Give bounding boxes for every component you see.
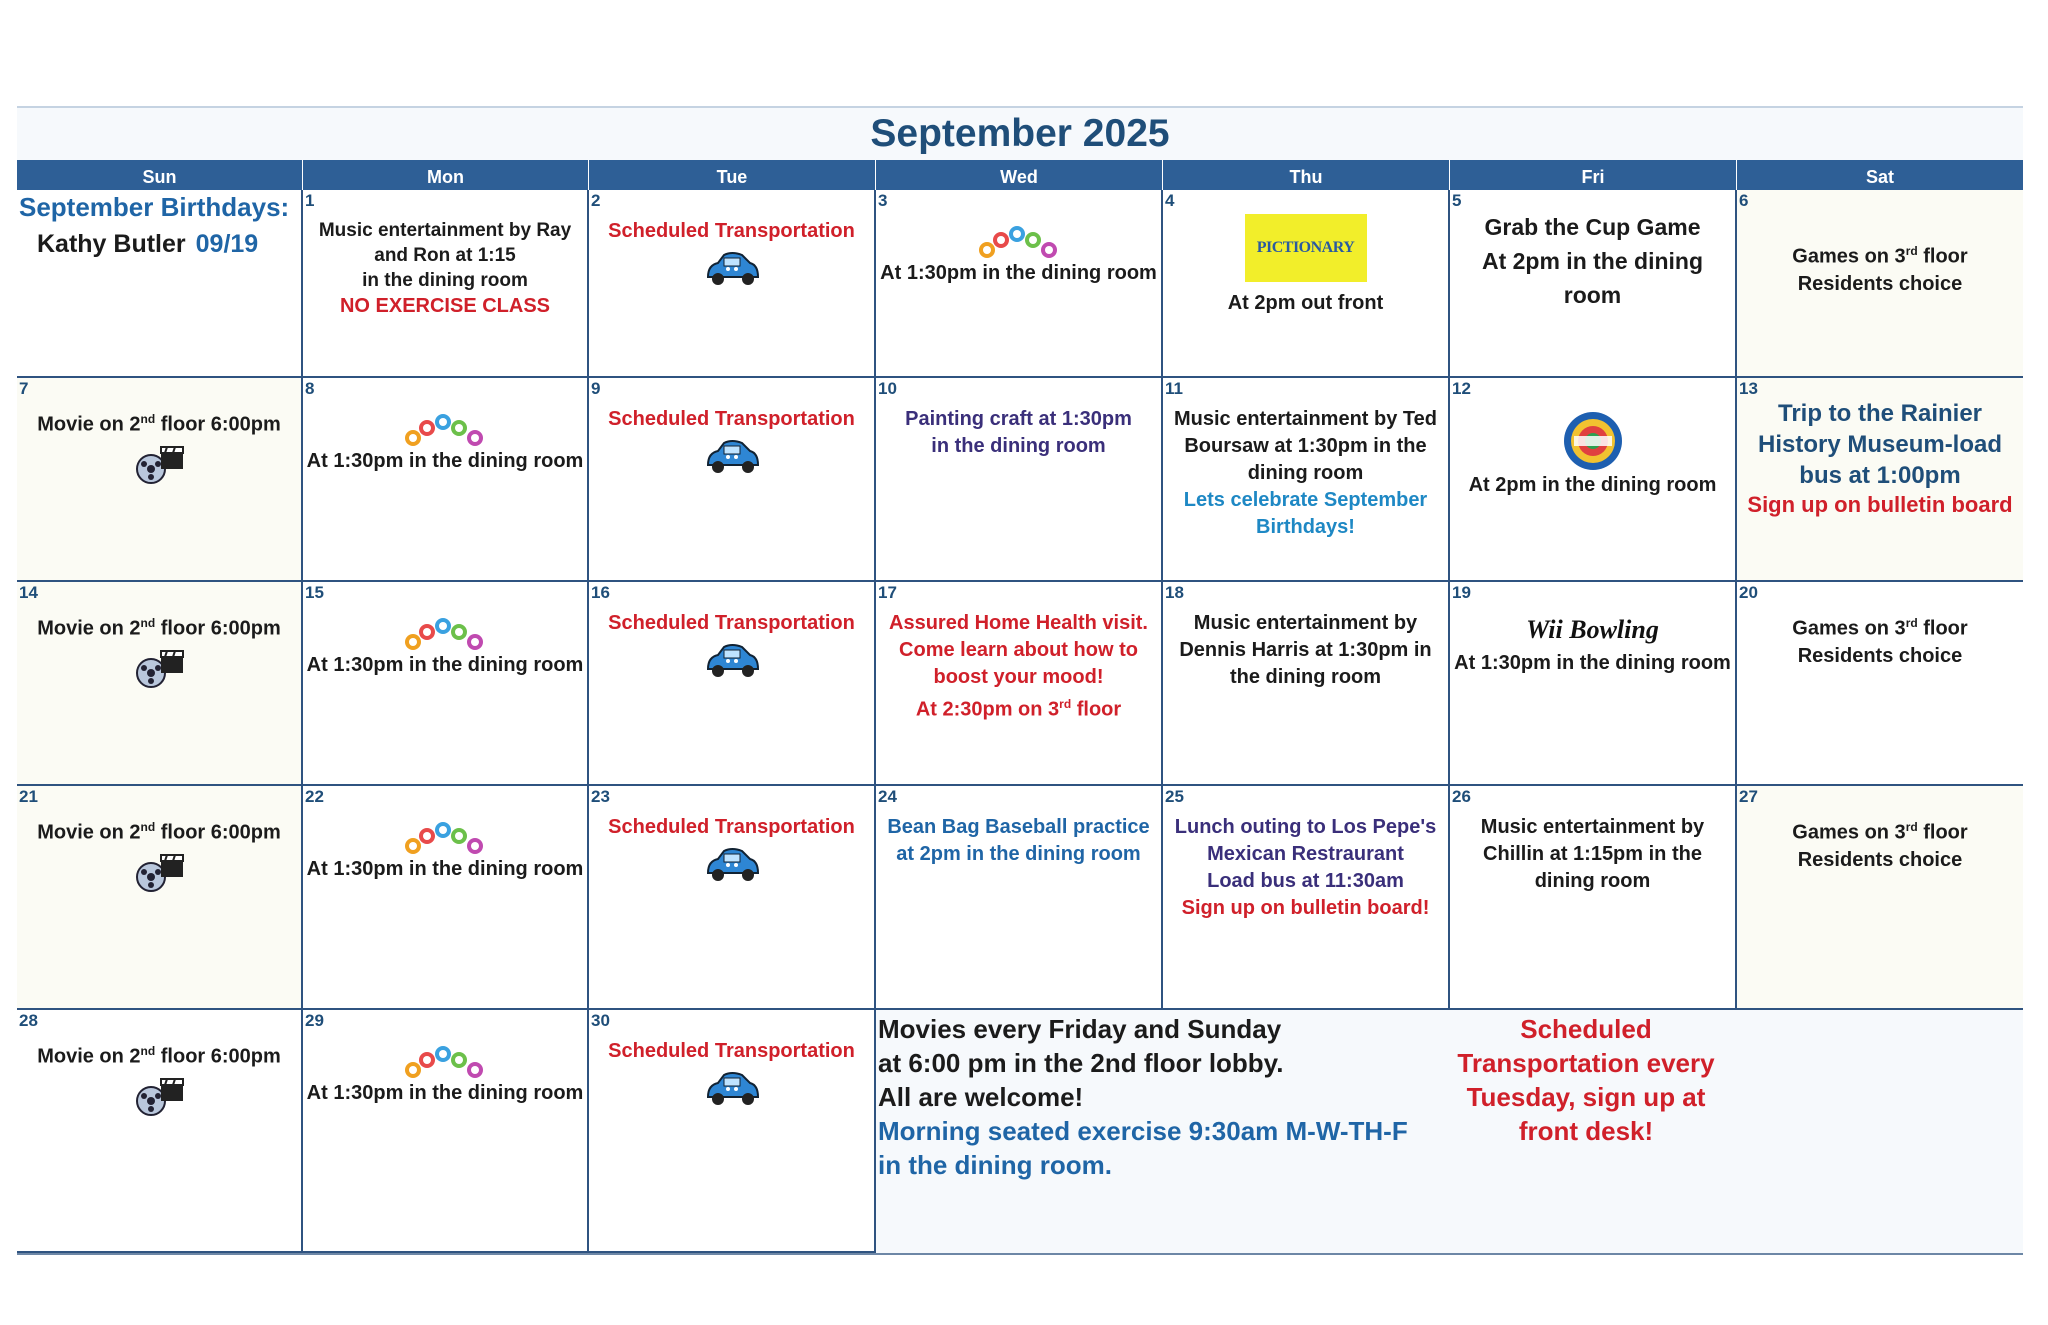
birthday-date: 09/19 xyxy=(195,230,259,258)
day-cell-19 xyxy=(1450,582,1737,786)
event-text: Sign up on bulletin board! xyxy=(1181,897,1430,919)
day-cell-10 xyxy=(876,378,1163,582)
event-text: Music entertainment by Ray and Ron at 1:15 xyxy=(318,220,572,266)
day-number: 17 xyxy=(878,583,897,602)
day-number: 30 xyxy=(591,1011,610,1030)
event-text: Come learn about how to boost your mood! xyxy=(899,639,1138,688)
event-text: Games on 3rd floor xyxy=(1792,820,1968,844)
day-number: 2 xyxy=(591,191,601,210)
event-text: At 1:30pm in the dining room xyxy=(880,262,1157,284)
event-text: Residents choice xyxy=(1797,644,1963,667)
day-cell-3 xyxy=(876,190,1163,378)
day-cell-11 xyxy=(1163,378,1450,582)
event-text: At 1:30pm in the dining room xyxy=(306,858,584,880)
blue-car-icon xyxy=(702,845,762,885)
day-cell-24 xyxy=(876,786,1163,1010)
day-cell-9 xyxy=(589,378,876,582)
event-text: Bean Bag Baseball practice at 2pm in the dining room xyxy=(887,816,1150,865)
notes-line: All are welcome! xyxy=(878,1082,1084,1112)
event-text: Music entertainment by Dennis Harris at 1:30pm in the dining room xyxy=(1179,612,1432,688)
weekday-tue: Tue xyxy=(589,160,876,194)
notes-panel xyxy=(876,1010,2023,1253)
pictionary-wordmark: PICTIONARY xyxy=(1256,239,1355,256)
day-cell-4 xyxy=(1163,190,1450,378)
day-cell-20 xyxy=(1737,582,2023,786)
event-text: Scheduled Transportation xyxy=(608,816,855,838)
day-cell-12 xyxy=(1450,378,1737,582)
weekday-wed: Wed xyxy=(876,160,1163,194)
event-text: Games on 3rd floor xyxy=(1792,616,1968,640)
film-reel-clapperboard-icon xyxy=(131,443,187,487)
blue-car-icon xyxy=(702,641,762,681)
event-title: Lunch outing to Los Pepe's Mexican Restraurant xyxy=(1174,816,1437,865)
day-number: 21 xyxy=(19,787,38,806)
event-text: Scheduled Transportation xyxy=(608,612,855,634)
day-cell-1 xyxy=(303,190,589,378)
day-cell-29 xyxy=(303,1010,589,1253)
event-text: Movie on 2nd floor 6:00pm xyxy=(37,1044,281,1068)
event-text: At 2pm out front xyxy=(1227,292,1384,314)
day-cell-14 xyxy=(17,582,303,786)
film-reel-clapperboard-icon xyxy=(131,1075,187,1119)
day-number: 5 xyxy=(1452,191,1462,210)
day-number: 3 xyxy=(878,191,888,210)
day-cell-21 xyxy=(17,786,303,1010)
day-cell-17 xyxy=(876,582,1163,786)
birthday-heading: September Birthdays: xyxy=(19,192,290,222)
day-cell-8 xyxy=(303,378,589,582)
event-title: Assured Home Health visit. xyxy=(889,612,1148,634)
title-band xyxy=(17,106,2023,160)
transportation-note: Scheduled Transportation every Tuesday, sign up at front desk! xyxy=(1457,1014,1715,1146)
day-number: 11 xyxy=(1165,379,1183,398)
day-number: 1 xyxy=(305,191,315,210)
day-number: 28 xyxy=(19,1011,38,1030)
calendar-grid xyxy=(17,190,2023,1255)
event-text: At 1:30pm in the dining room xyxy=(306,1082,584,1104)
weekday-thu: Thu xyxy=(1163,160,1450,194)
bingo-balls-icon xyxy=(403,614,487,652)
event-text: Residents choice xyxy=(1797,272,1963,295)
notes-line: Movies every Friday and Sunday xyxy=(878,1014,1282,1044)
day-number: 25 xyxy=(1165,787,1184,806)
event-text: in the dining room xyxy=(362,270,528,291)
day-number: 12 xyxy=(1452,379,1471,398)
event-text: At 2:30pm on 3rd floor xyxy=(915,697,1122,721)
day-cell-28 xyxy=(17,1010,303,1253)
day-cell-25 xyxy=(1163,786,1450,1010)
notes-line: Morning seated exercise 9:30am M-W-TH-F xyxy=(878,1116,1408,1146)
wheel-of-fortune-logo xyxy=(1560,410,1626,472)
day-cell-26 xyxy=(1450,786,1737,1010)
film-reel-clapperboard-icon xyxy=(131,851,187,895)
day-number: 10 xyxy=(878,379,897,398)
birthday-name: Kathy Butler xyxy=(37,230,186,258)
weekday-mon: Mon xyxy=(303,160,589,194)
pictionary-logo xyxy=(1245,214,1367,282)
event-text: Music entertainment by Ted Boursaw at 1:30pm in the dining room xyxy=(1173,408,1437,484)
day-number: 18 xyxy=(1165,583,1184,602)
event-text: Movie on 2nd floor 6:00pm xyxy=(37,412,281,436)
day-cell-27 xyxy=(1737,786,2023,1010)
weekday-sun: Sun xyxy=(17,160,303,194)
event-text: in the dining room xyxy=(931,435,1106,457)
day-cell-2 xyxy=(589,190,876,378)
event-text: Scheduled Transportation xyxy=(608,220,855,242)
bingo-balls-icon xyxy=(977,222,1061,260)
event-text: Sign up on bulletin board xyxy=(1747,492,2013,517)
day-cell-23 xyxy=(589,786,876,1010)
event-text: Scheduled Transportation xyxy=(608,1040,855,1062)
event-text: Lets celebrate September Birthdays! xyxy=(1183,489,1428,538)
day-cell-30 xyxy=(589,1010,876,1253)
day-cell-7 xyxy=(17,378,303,582)
day-number: 16 xyxy=(591,583,610,602)
event-text: At 2pm in the dining room xyxy=(1481,248,1704,308)
blue-car-icon xyxy=(702,249,762,289)
event-text: Music entertainment by Chillin at 1:15pm in the dining room xyxy=(1480,816,1705,892)
wii-bowling-logo xyxy=(1452,616,1733,644)
event-title: Grab the Cup Game xyxy=(1484,214,1701,240)
weekday-fri: Fri xyxy=(1450,160,1737,194)
event-text: At 1:30pm in the dining room xyxy=(306,654,584,676)
day-cell-18 xyxy=(1163,582,1450,786)
day-number: 24 xyxy=(878,787,897,806)
event-text: At 1:30pm in the dining room xyxy=(1454,652,1731,674)
day-number: 19 xyxy=(1452,583,1471,602)
calendar-title: September 2025 xyxy=(870,112,1170,155)
day-number: 13 xyxy=(1739,379,1758,398)
event-text: Games on 3rd floor xyxy=(1792,244,1968,268)
birthday-entry xyxy=(37,230,258,259)
bingo-balls-icon xyxy=(403,1042,487,1080)
event-notice: NO EXERCISE CLASS xyxy=(339,295,551,317)
day-cell-6 xyxy=(1737,190,2023,378)
day-number: 23 xyxy=(591,787,610,806)
film-reel-clapperboard-icon xyxy=(131,647,187,691)
event-text: Residents choice xyxy=(1797,848,1963,871)
day-number: 22 xyxy=(305,787,324,806)
bingo-balls-icon xyxy=(403,410,487,448)
notes-left xyxy=(878,1012,1478,1182)
day-number: 8 xyxy=(305,379,315,398)
day-cell-16 xyxy=(589,582,876,786)
notes-line: at 6:00 pm in the 2nd floor lobby. xyxy=(878,1048,1284,1078)
day-number: 9 xyxy=(591,379,601,398)
day-number: 26 xyxy=(1452,787,1471,806)
weekday-sat: Sat xyxy=(1865,167,1894,187)
event-text: Scheduled Transportation xyxy=(608,408,855,430)
day-number: 20 xyxy=(1739,583,1758,602)
day-number: 14 xyxy=(19,583,38,602)
calendar xyxy=(17,106,2023,1255)
bingo-balls-icon xyxy=(403,818,487,856)
day-number: 4 xyxy=(1165,191,1175,210)
event-text: Movie on 2nd floor 6:00pm xyxy=(37,616,281,640)
day-number: 15 xyxy=(305,583,324,602)
day-number: 27 xyxy=(1739,787,1758,806)
event-text: Movie on 2nd floor 6:00pm xyxy=(37,820,281,844)
day-cell-22 xyxy=(303,786,589,1010)
blue-car-icon xyxy=(702,437,762,477)
wii-bowling-wordmark: Wii Bowling xyxy=(1526,615,1659,644)
birthday-cell xyxy=(17,190,303,378)
weekday-header xyxy=(17,160,2023,190)
day-cell-5 xyxy=(1450,190,1737,378)
event-text: Painting craft at 1:30pm xyxy=(905,408,1132,430)
event-title: Trip to the Rainier History Museum-load bus at 1:00pm xyxy=(1757,400,2003,489)
notes-line: in the dining room. xyxy=(878,1150,1112,1180)
event-text: At 2pm in the dining room xyxy=(1468,474,1717,496)
day-cell-13 xyxy=(1737,378,2023,582)
event-text: At 1:30pm in the dining room xyxy=(306,450,584,472)
day-cell-15 xyxy=(303,582,589,786)
blue-car-icon xyxy=(702,1069,762,1109)
day-number: 29 xyxy=(305,1011,324,1030)
day-number: 6 xyxy=(1739,191,1749,210)
event-text: Load bus at 11:30am xyxy=(1207,870,1404,892)
day-number: 7 xyxy=(19,379,29,398)
